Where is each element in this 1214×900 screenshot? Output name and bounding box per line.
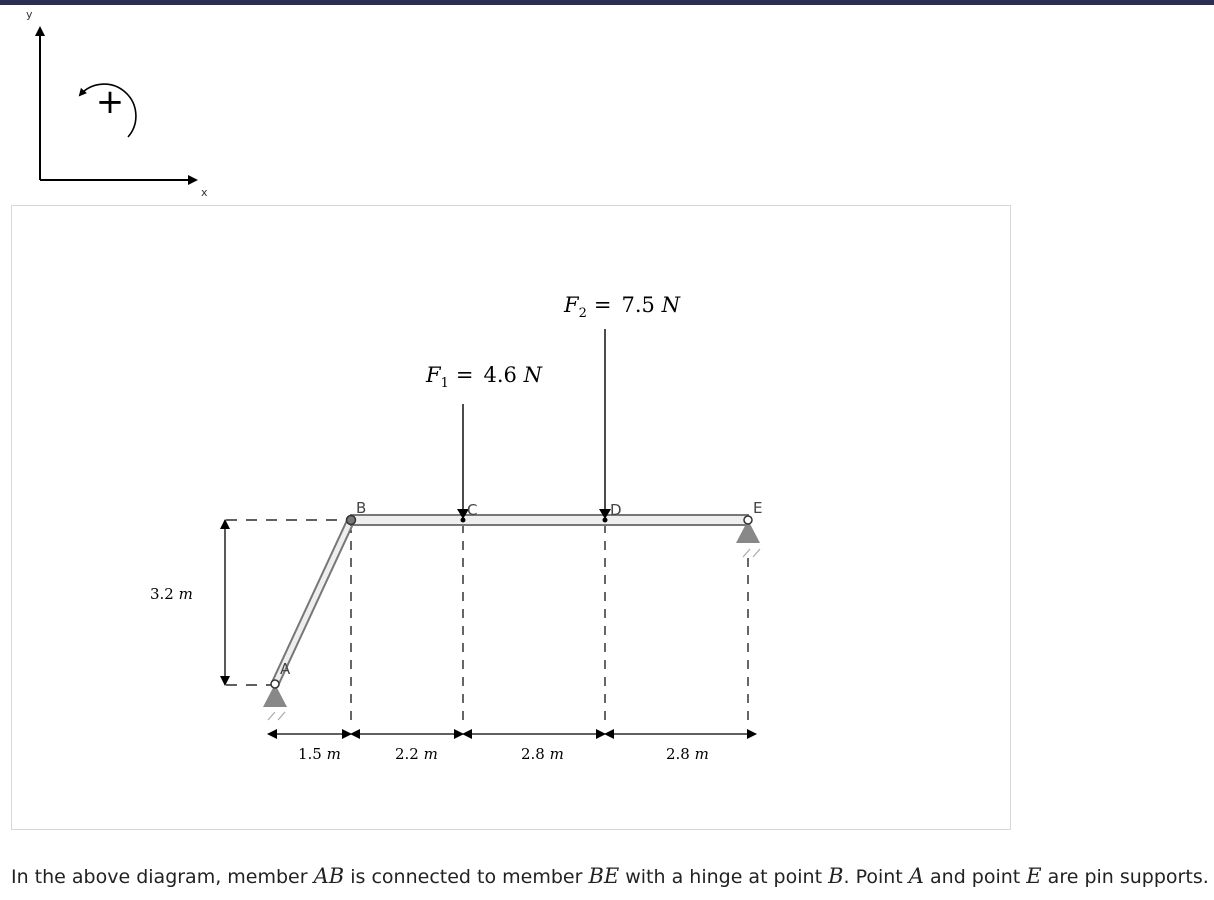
caption-member-be: BE <box>588 864 620 888</box>
point-d-marker <box>603 518 608 523</box>
caption-member-ab: AB <box>313 864 345 888</box>
hinge-b <box>347 516 356 525</box>
point-label-b: B <box>356 499 367 517</box>
force-f1-label: $F_1 = 4.6$ N <box>426 363 542 391</box>
span-label-1: 1.5 m <box>298 745 341 763</box>
coordinate-axes <box>0 0 220 205</box>
span-label-4: 2.8 m <box>666 745 709 763</box>
diagram-caption: In the above diagram, member AB is connected to member BE with a hinge at point B. Point A and point E are pin supports. <box>11 864 1209 888</box>
point-label-a: A <box>280 660 291 678</box>
caption-point-e: E <box>1026 864 1042 888</box>
pin-support-a-icon <box>263 680 287 720</box>
projection-lines <box>351 524 748 726</box>
rotation-sign: + <box>95 82 125 122</box>
height-dimension-label: 3.2 m <box>150 585 193 603</box>
span-label-2: 2.2 m <box>395 745 438 763</box>
force-f2-label: $F_2 = 7.5$ N <box>564 293 680 321</box>
point-c-marker <box>461 518 466 523</box>
caption-point-b: B <box>828 864 844 888</box>
beam-diagram <box>12 206 1010 829</box>
diagram-frame <box>11 205 1011 830</box>
span-label-3: 2.8 m <box>521 745 564 763</box>
point-label-c: C <box>467 501 478 519</box>
y-axis-label: y <box>26 8 33 21</box>
point-label-e: E <box>753 499 763 517</box>
member-be <box>351 515 748 525</box>
caption-point-a: A <box>908 864 924 888</box>
x-axis-label: x <box>201 186 208 199</box>
point-label-d: D <box>610 501 622 519</box>
